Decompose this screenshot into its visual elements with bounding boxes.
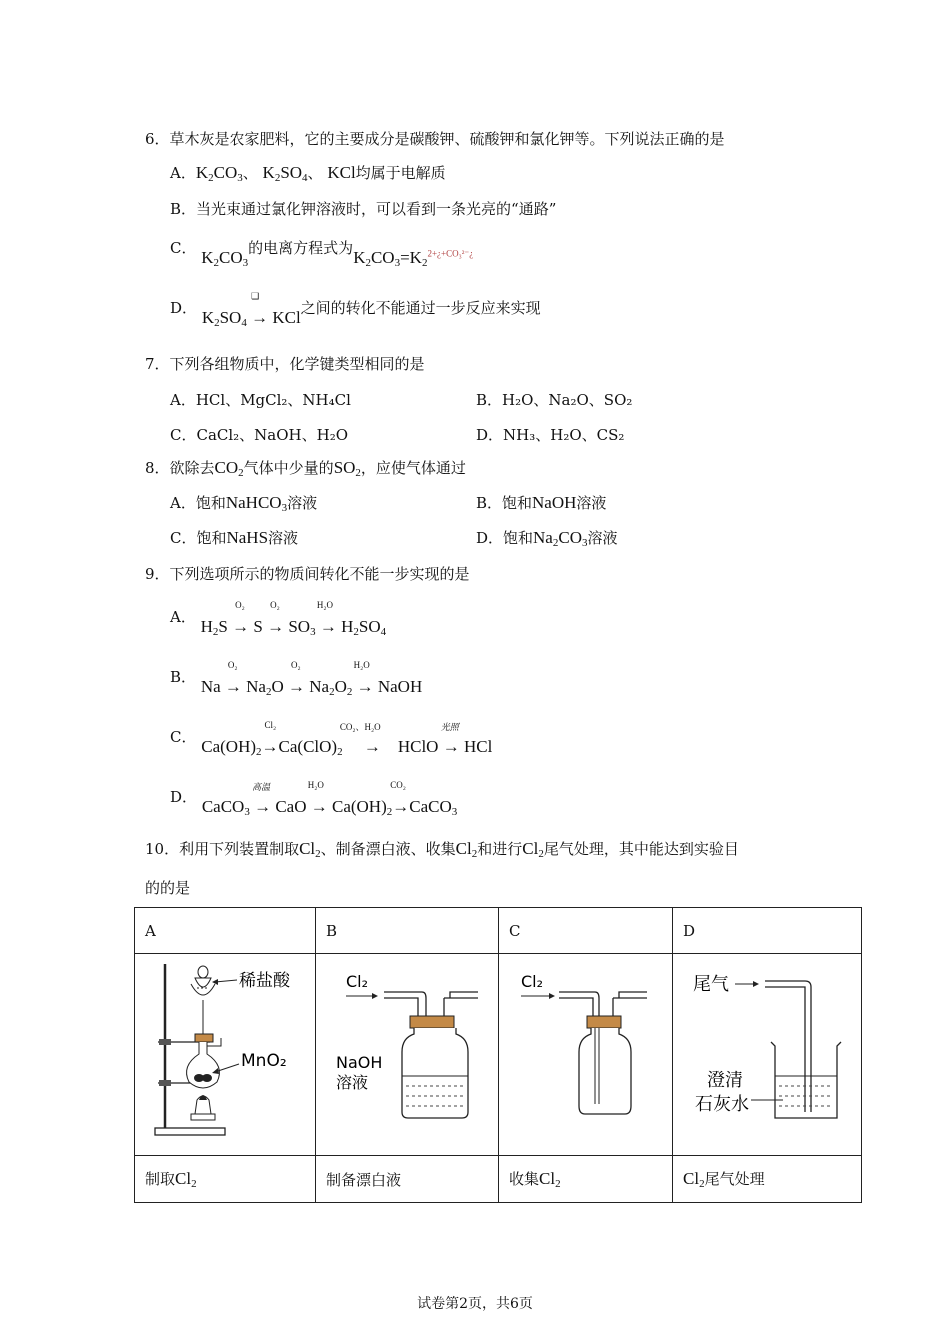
- q10-stem-line2: 的的是: [145, 879, 191, 897]
- apparatus-a: [135, 954, 316, 1156]
- q6-option-d: D． $K_2SO_4$ → ❑ KCl之间的转化不能通过一步反应来实现: [170, 291, 541, 329]
- caption-b: 制备漂白液: [316, 1156, 499, 1203]
- svg-text:稀盐酸: 稀盐酸: [239, 971, 290, 991]
- q8-option-a: A．饱和NaHCO$_3$溶液: [170, 493, 318, 514]
- svg-text:MnO₂: MnO₂: [241, 1051, 287, 1071]
- caption-c: 收集$Cl_2$: [499, 1156, 673, 1203]
- q6-option-a: A．$K_2CO_3$、 $K_2SO_4$、 KCl均属于电解质: [170, 163, 446, 184]
- q9-option-b: B． Na → O₂ $Na_2O$ → O₂ $Na_2O_2$ → H₂O NaOH: [170, 660, 423, 698]
- q8-option-c: C．饱和NaHS溶液: [170, 528, 299, 547]
- apparatus-b: [316, 954, 499, 1156]
- q6-option-b: B．当光束通过氯化钾溶液时，可以看到一条光亮的“通路”: [170, 200, 557, 218]
- header-d: D: [673, 908, 862, 954]
- q9-option-c: C． $Ca(OH)_2\to$ Cl₂ $Ca(ClO)_2$ → CO₂、H₂O HClO → 光照 HCl: [170, 720, 493, 758]
- apparatus-table: [134, 907, 862, 1203]
- q6-option-c: C． $K_2CO_3$的电离方程式为$K_2CO_3=K_2^{2+¿+CO_3^{2-}¿}$: [170, 239, 474, 269]
- q8-option-b: B．饱和NaOH溶液: [476, 493, 607, 512]
- q7-option-a: A．HCl、MgCl₂、NH₄Cl: [170, 391, 351, 409]
- page-footer: 试卷第2页，共6页: [417, 1296, 533, 1312]
- caption-a: 制取$Cl_2$: [135, 1156, 316, 1203]
- tail-gas-treatment-diagram: [683, 954, 851, 1151]
- q9-stem: 9．下列选项所示的物质间转化不能一步实现的是: [145, 565, 470, 583]
- chlorine-collection-diagram: [509, 954, 662, 1151]
- header-a: A: [135, 908, 316, 954]
- chlorine-generator-diagram: [145, 954, 305, 1151]
- caption-d: $Cl_2$尾气处理: [673, 1156, 862, 1203]
- q8-stem: 8．欲除去$CO_2$气体中少量的$SO_2$，应使气体通过: [145, 458, 466, 479]
- q10-stem: 10．利用下列装置制取$Cl_2$、制备漂白液、收集$Cl_2$和进行$Cl_2$尾气处理，其中能达到实验目: [145, 839, 739, 860]
- svg-text:NaOH: NaOH: [336, 1053, 383, 1072]
- q7-stem: 7．下列各组物质中，化学键类型相同的是: [145, 355, 425, 373]
- header-c: C: [499, 908, 673, 954]
- q7-option-c: C．CaCl₂、NaOH、H₂O: [170, 426, 349, 444]
- header-b: B: [316, 908, 499, 954]
- q8-option-d: D．饱和$Na_2CO_3$溶液: [476, 528, 618, 549]
- svg-text:尾气: 尾气: [693, 974, 729, 995]
- apparatus-c: [499, 954, 673, 1156]
- q6-stem: 6．草木灰是农家肥料，它的主要成分是碳酸钾、硫酸钾和氯化钾等。下列说法正确的是: [145, 130, 725, 148]
- q9-option-a: A． $H_2S$ → O₂ S → O₂ $SO_3$ → H₂O $H_2SO_4$: [170, 600, 387, 638]
- svg-text:Cl₂: Cl₂: [346, 972, 369, 991]
- q7-option-d: D．NH₃、H₂O、CS₂: [476, 426, 625, 444]
- svg-text:Cl₂: Cl₂: [521, 972, 544, 991]
- svg-text:溶液: 溶液: [336, 1073, 369, 1092]
- bleach-preparation-diagram: [326, 954, 488, 1151]
- svg-text:石灰水: 石灰水: [695, 1094, 749, 1115]
- q9-option-d: D． CaCO$_3$ → 高温 CaO → H₂O $Ca(OH)_2\to$ CO₂ CaCO$_3$: [170, 780, 458, 818]
- q7-option-b: B．H₂O、Na₂O、SO₂: [476, 391, 633, 409]
- svg-text:澄清: 澄清: [707, 1070, 743, 1091]
- apparatus-d: [673, 954, 862, 1156]
